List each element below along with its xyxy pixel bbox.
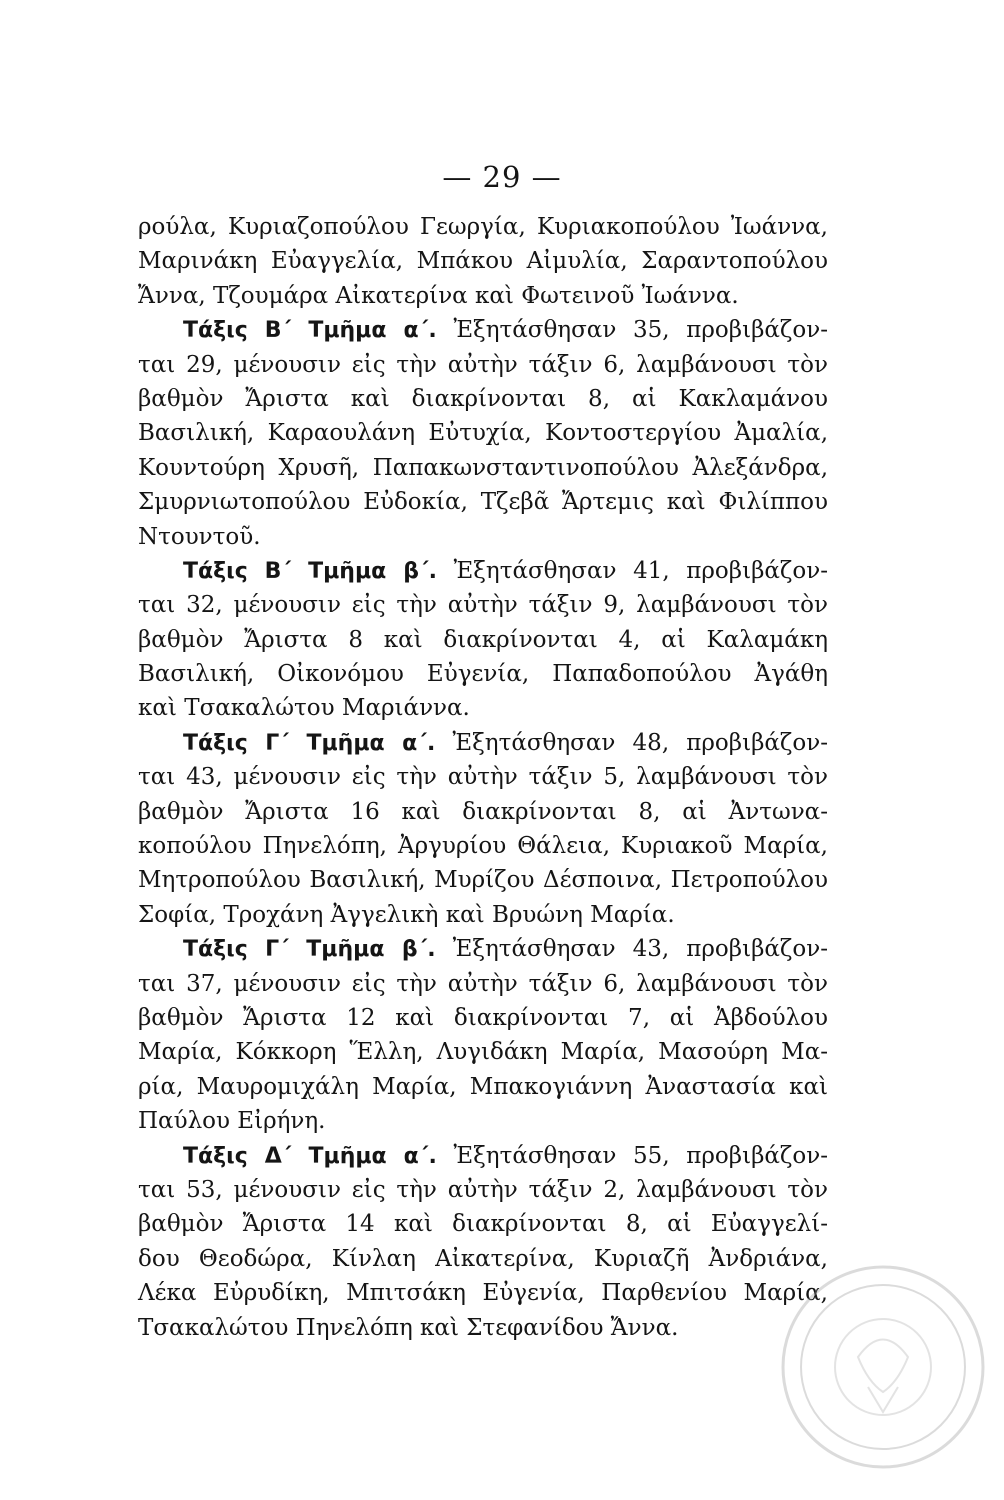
text-line [138,1070,828,1104]
text-line [138,760,828,794]
text-line [138,795,828,829]
line-text: Βασιλική, Καραουλάνη Εὐτυχία, Κοντοστεργίου Ἀμαλία, [138,420,828,447]
line-text: Παύλου Εἰρήνη. [138,1108,326,1135]
text-line [138,863,828,897]
text-line [138,898,828,932]
text-line [138,1001,828,1035]
text-line [138,657,828,691]
line-text: Ντουντοῦ. [138,523,261,550]
text-line [138,348,828,382]
line-text: Ἐξητάσθησαν 55, προβιβάζον- [436,1142,828,1169]
text-line [138,485,828,519]
text-line [138,520,828,554]
text-line [138,451,828,485]
text-line [138,1104,828,1138]
line-text: ται 32, μένουσιν εἰς τὴν αὐτὴν τάξιν 9, λαμβάνουσι τὸν [138,592,828,619]
line-text: Ἐξητάσθησαν 48, προβιβάζον- [435,729,828,756]
line-text: Μητροπούλου Βασιλική, Μυρίζου Δέσποινα, Πετροπούλου [138,867,828,894]
line-text: Ἐξητάσθησαν 41, προβιβάζον- [437,557,828,584]
text-line [138,829,828,863]
line-text: Λέκα Εὐρυδίκη, Μπιτσάκη Εὐγενία, Παρθενίου Μαρία, [138,1280,828,1307]
text-line [138,967,828,1001]
text-line [138,1173,828,1207]
section-heading: Τάξις Δ΄ Τμῆμα α΄. [183,1143,437,1169]
section-heading: Τάξις Γ΄ Τμῆμα β΄. [183,937,436,963]
line-text: βαθμὸν Ἄριστα 8 καὶ διακρίνονται 4, αἱ Καλαμάκη [138,626,828,653]
line-text: Σμυρνιωτοπούλου Εὐδοκία, Τζεβᾶ Ἄρτεμις καὶ Φιλίππου [138,489,828,516]
section-heading: Τάξις Γ΄ Τμῆμα α΄. [183,730,436,756]
text-line [138,1207,828,1241]
line-text: Ἐξητάσθησαν 35, προβιβάζον- [436,317,828,344]
section-heading: Τάξις Β΄ Τμῆμα α΄. [183,318,437,344]
page-number: — 29 — [442,160,562,194]
text-line [138,726,828,760]
section-heading: Τάξις Β΄ Τμῆμα β΄. [183,558,438,584]
line-text: Ἐξητάσθησαν 43, προβιβάζον- [435,936,828,963]
text-line [138,279,828,313]
line-text: Μαρία, Κόκκορη Ἕλλη, Λυγιδάκη Μαρία, Μασούρη Μα- [138,1039,828,1066]
line-text: βαθμὸν Ἄριστα 16 καὶ διακρίνονται 8, αἱ Ἀντωνα- [138,798,828,825]
text-line [138,691,828,725]
line-text: ται 43, μένουσιν εἰς τὴν αὐτὴν τάξιν 5, λαμβάνουσι τὸν [138,764,828,791]
university-seal-stamp-icon [778,1262,988,1472]
text-line [138,313,828,347]
line-text: Μαρινάκη Εὐαγγελία, Μπάκου Αἰμυλία, Σαραντοπούλου [138,248,828,275]
line-text: Τσακαλώτου Πηνελόπη καὶ Στεφανίδου Ἄννα. [138,1314,679,1341]
line-text: ται 53, μένουσιν εἰς τὴν αὐτὴν τάξιν 2, λαμβάνουσι τὸν [138,1176,828,1203]
text-line [138,932,828,966]
line-text: δου Θεοδώρα, Κίνλαη Αἰκατερίνα, Κυριαζῆ Ἀνδριάνα, [138,1245,828,1272]
text-line [138,1035,828,1069]
line-text: Σοφία, Τροχάνη Ἀγγελικὴ καὶ Βρυώνη Μαρία. [138,901,675,928]
line-text: ρία, Μαυρομιχάλη Μαρία, Μπακογιάννη Ἀναστασία καὶ [138,1073,828,1100]
line-text: βαθμὸν Ἄριστα 12 καὶ διακρίνονται 7, αἱ Ἀβδούλου [138,1004,828,1031]
line-text: Βασιλική, Οἰκονόμου Εὐγενία, Παπαδοπούλου Ἀγάθη [138,661,828,688]
line-text: βαθμὸν Ἄριστα 14 καὶ διακρίνονται 8, αἱ Εὐαγγελί- [138,1211,828,1238]
line-text: Ἄννα, Τζουμάρα Αἰκατερίνα καὶ Φωτεινοῦ Ἰωάννα. [138,282,739,309]
line-text: βαθμὸν Ἄριστα καὶ διακρίνονται 8, αἱ Κακλαμάνου [138,385,828,412]
text-line [138,1311,828,1345]
line-text: κοπούλου Πηνελόπη, Ἀργυρίου Θάλεια, Κυριακοῦ Μαρία, [138,833,828,860]
text-line [138,382,828,416]
text-line [138,588,828,622]
text-line [138,1276,828,1310]
body-text [138,210,828,1345]
line-text: ρούλα, Κυριαζοπούλου Γεωργία, Κυριακοπούλου Ἰωάννα, [138,214,828,240]
text-line [138,1139,828,1173]
text-line [138,623,828,657]
line-text: ται 29, μένουσιν εἰς τὴν αὐτὴν τάξιν 6, λαμβάνουσι τὸν [138,351,828,378]
text-line [138,210,828,244]
line-text: Κουντούρη Χρυσῆ, Παπακωνσταντινοπούλου Ἀλεξάνδρα, [138,454,828,481]
text-line [138,244,828,278]
text-line [138,416,828,450]
text-line [138,1242,828,1276]
text-line [138,554,828,588]
line-text: ται 37, μένουσιν εἰς τὴν αὐτὴν τάξιν 6, λαμβάνουσι τὸν [138,970,828,997]
line-text: καὶ Τσακαλώτου Μαριάννα. [138,695,470,722]
